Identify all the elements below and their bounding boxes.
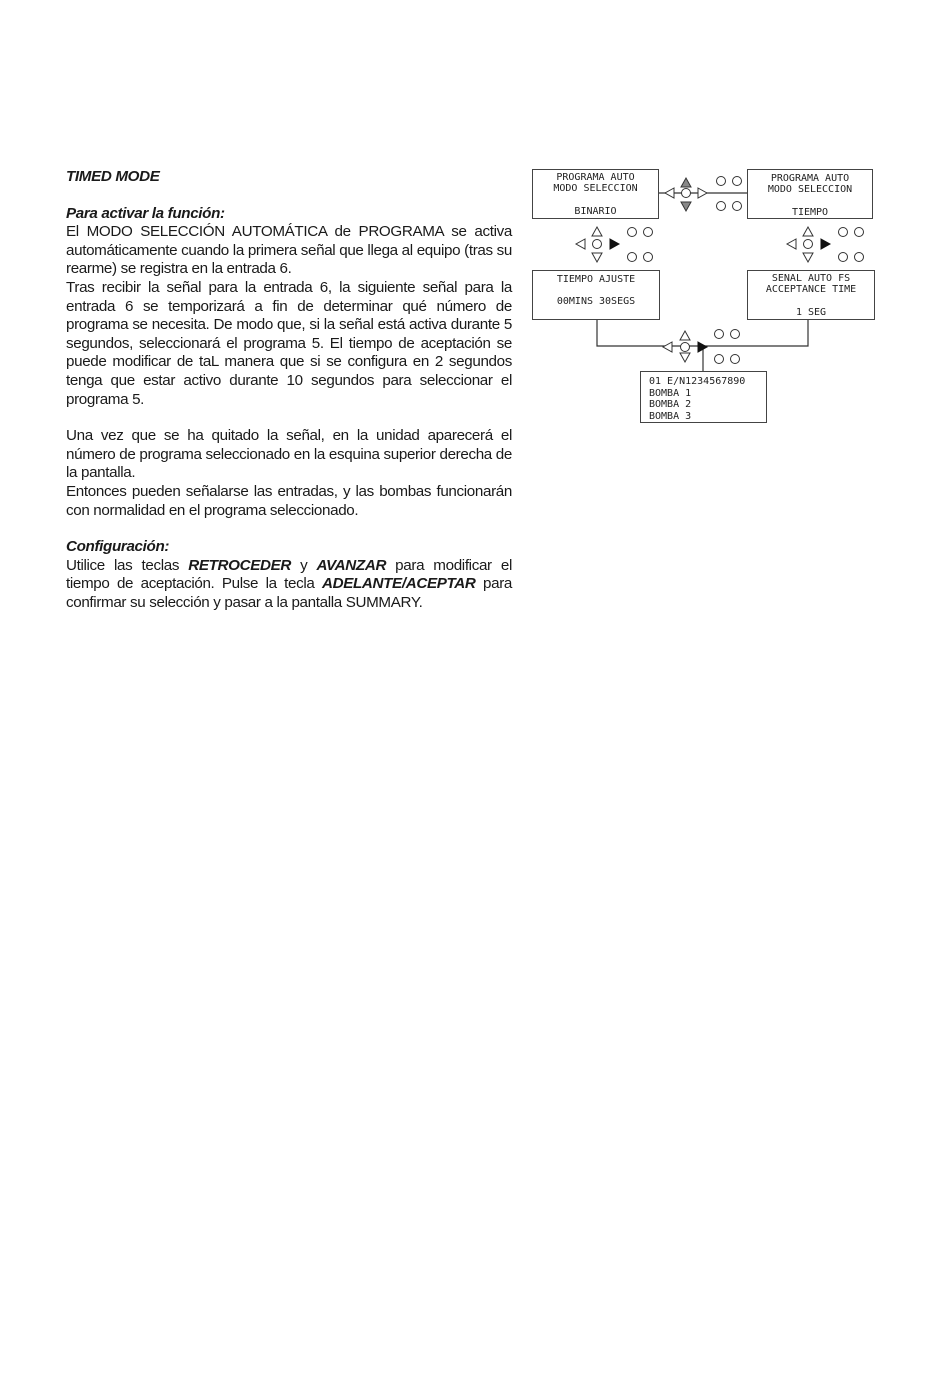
lcd-line: PROGRAMA AUTO (556, 172, 635, 183)
lcd-screen-summary (640, 371, 767, 423)
lcd-line: TIEMPO AJUSTE (556, 274, 636, 285)
key-avanzar: AVANZAR (316, 556, 387, 574)
lcd-screen-binario (532, 169, 659, 219)
arrow-keypad-icon (663, 331, 707, 362)
config-text-b: y (291, 556, 317, 574)
arrow-keypad-icon (787, 227, 830, 262)
led-indicator-icon (839, 228, 864, 262)
paragraph-3: Una vez que se ha quitado la señal, en la unidad aparecerá el número de programa seleccionado en la esquina superior derecha de la pantalla. (66, 427, 512, 482)
config-heading: Configuración: (66, 538, 170, 556)
key-retroceder: RETROCEDER (188, 556, 292, 574)
paragraph-4: Entonces pueden señalarse las entradas, y las bombas funcionarán con normalidad en el programa seleccionado. (66, 482, 512, 519)
config-text-a: Utilice las teclas (66, 556, 189, 574)
lcd-screen-acceptance-time (747, 270, 875, 320)
lcd-line: 1 SEG (795, 307, 827, 318)
lcd-line: PROGRAMA AUTO (770, 173, 850, 184)
key-adelante-aceptar: ADELANTE/ACEPTAR (321, 575, 476, 593)
activate-heading: Para activar la función: (66, 204, 225, 222)
led-indicator-icon (628, 228, 653, 262)
paragraph-1: El MODO SELECCIÓN AUTOMÁTICA de PROGRAMA se activa automáticamente cuando la primera señal que llega al equipo (tras su rearme) se registra en la entrada 6. (66, 223, 512, 278)
lcd-line: MODO SELECCION (767, 184, 853, 195)
lcd-line: 01 E/N1234567890 (649, 376, 746, 387)
arrow-keypad-icon (576, 227, 619, 262)
paragraph-2: Tras recibir la señal para la entrada 6, la siguiente señal para la entrada 6 se temporizará a fin de determinar qué número de programa se necesita. De modo que, si la señal está activa durante 5 segundos, seleccionará el programa 5. El tiempo de aceptación se puede modificar de taL manera que si se configura en 2 segundos tenga que estar activo durante 10 segundos para seleccionar el programa 5. (66, 278, 512, 408)
lcd-line: BOMBA 2 (649, 399, 692, 410)
lcd-line: BOMBA 3 (649, 410, 692, 422)
lcd-screen-tiempo (747, 169, 873, 219)
section-title: TIMED MODE (66, 168, 160, 185)
lcd-line: BINARIO (574, 206, 617, 217)
lcd-line: 00MINS 30SEGS (556, 296, 636, 307)
arrow-keypad-icon (665, 178, 707, 211)
lcd-line: TIEMPO (791, 207, 829, 218)
config-text-d: para confirmar su selección y pasar a la pantalla SUMMARY. (66, 575, 513, 611)
lcd-line: BOMBA 1 (649, 387, 692, 399)
lcd-screen-tiempo-ajuste (532, 270, 660, 320)
lcd-line: SENAL AUTO FS (771, 273, 851, 284)
lcd-line: MODO SELECCION (553, 183, 638, 194)
lcd-line: ACCEPTANCE TIME (765, 284, 857, 295)
config-text-c: para modificar el tiempo de aceptación. Pulse la tecla (66, 556, 512, 593)
